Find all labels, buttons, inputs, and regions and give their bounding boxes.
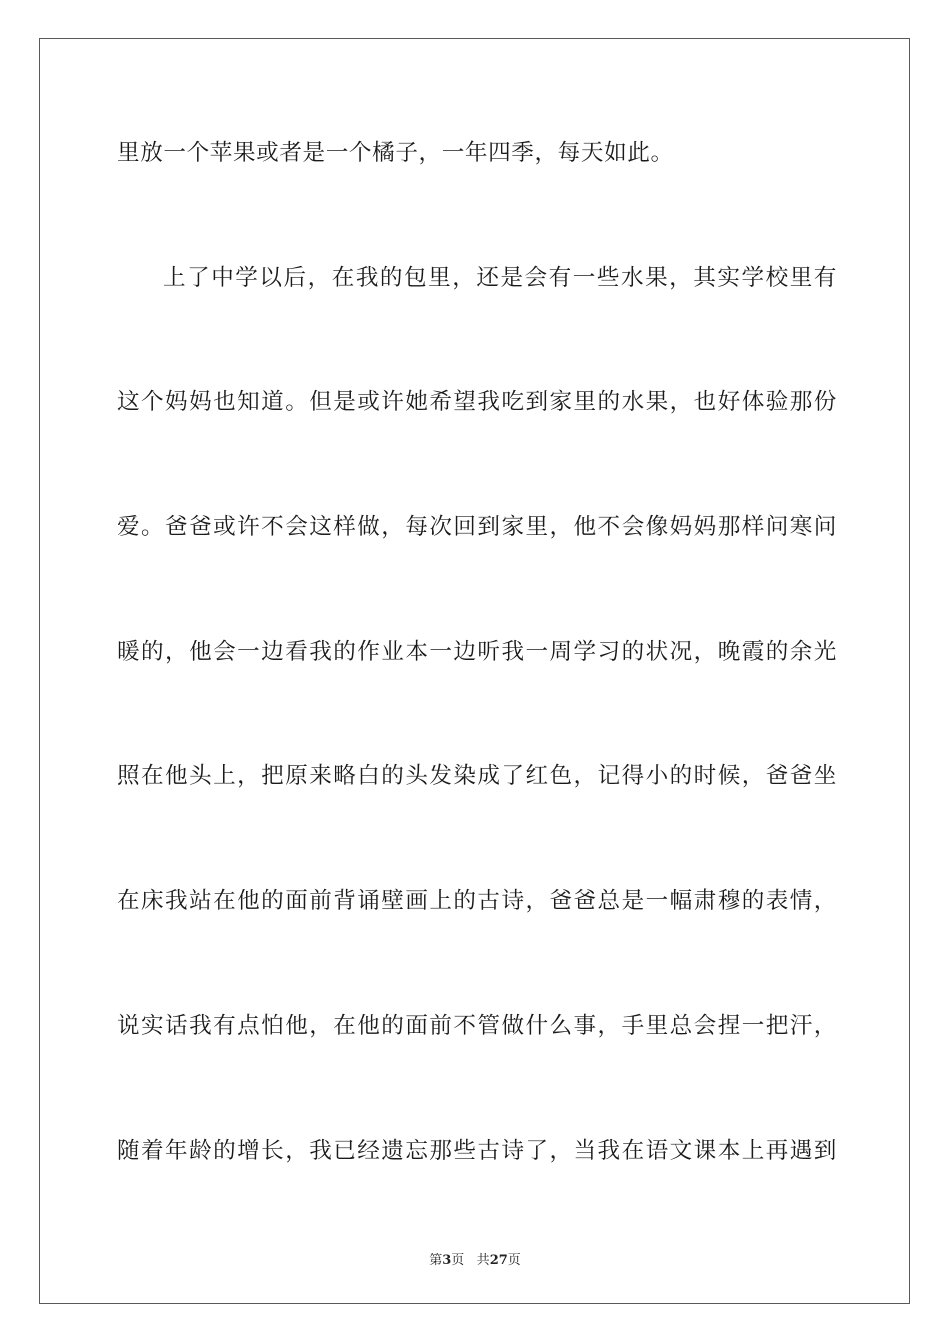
total-suffix: 页 <box>507 1253 521 1268</box>
text-line: 里放一个苹果或者是一个橘子，一年四季，每天如此。 <box>117 140 674 166</box>
paragraph-first-line: 上了中学以后，在我的包里，还是会有一些水果，其实学校里有 <box>163 264 837 291</box>
total-prefix: 共 <box>476 1253 490 1268</box>
text-line: 随着年龄的增长，我已经遗忘那些古诗了，当我在语文课本上再遇到 <box>117 1137 837 1164</box>
text-line: 说实话我有点怕他，在他的面前不管做什么事，手里总会捏一把汗， <box>117 1012 837 1039</box>
page-prefix: 第 <box>429 1253 443 1268</box>
document-body <box>117 130 837 1252</box>
page-footer <box>0 1249 950 1268</box>
page-number: 3 <box>442 1253 452 1268</box>
text-line: 照在他头上，把原来略白的头发染成了红色，记得小的时候，爸爸坐 <box>117 763 837 790</box>
text-line: 这个妈妈也知道。但是或许她希望我吃到家里的水果，也好体验那份 <box>117 389 837 416</box>
total-pages: 27 <box>489 1253 508 1268</box>
text-line: 暖的，他会一边看我的作业本一边听我一周学习的状况，晚霞的余光 <box>117 638 837 665</box>
text-line: 在床我站在他的面前背诵壁画上的古诗，爸爸总是一幅肃穆的表情， <box>117 888 837 915</box>
text-line: 爱。爸爸或许不会这样做，每次回到家里，他不会像妈妈那样问寒问 <box>117 514 837 541</box>
page-suffix: 页 <box>451 1253 465 1268</box>
